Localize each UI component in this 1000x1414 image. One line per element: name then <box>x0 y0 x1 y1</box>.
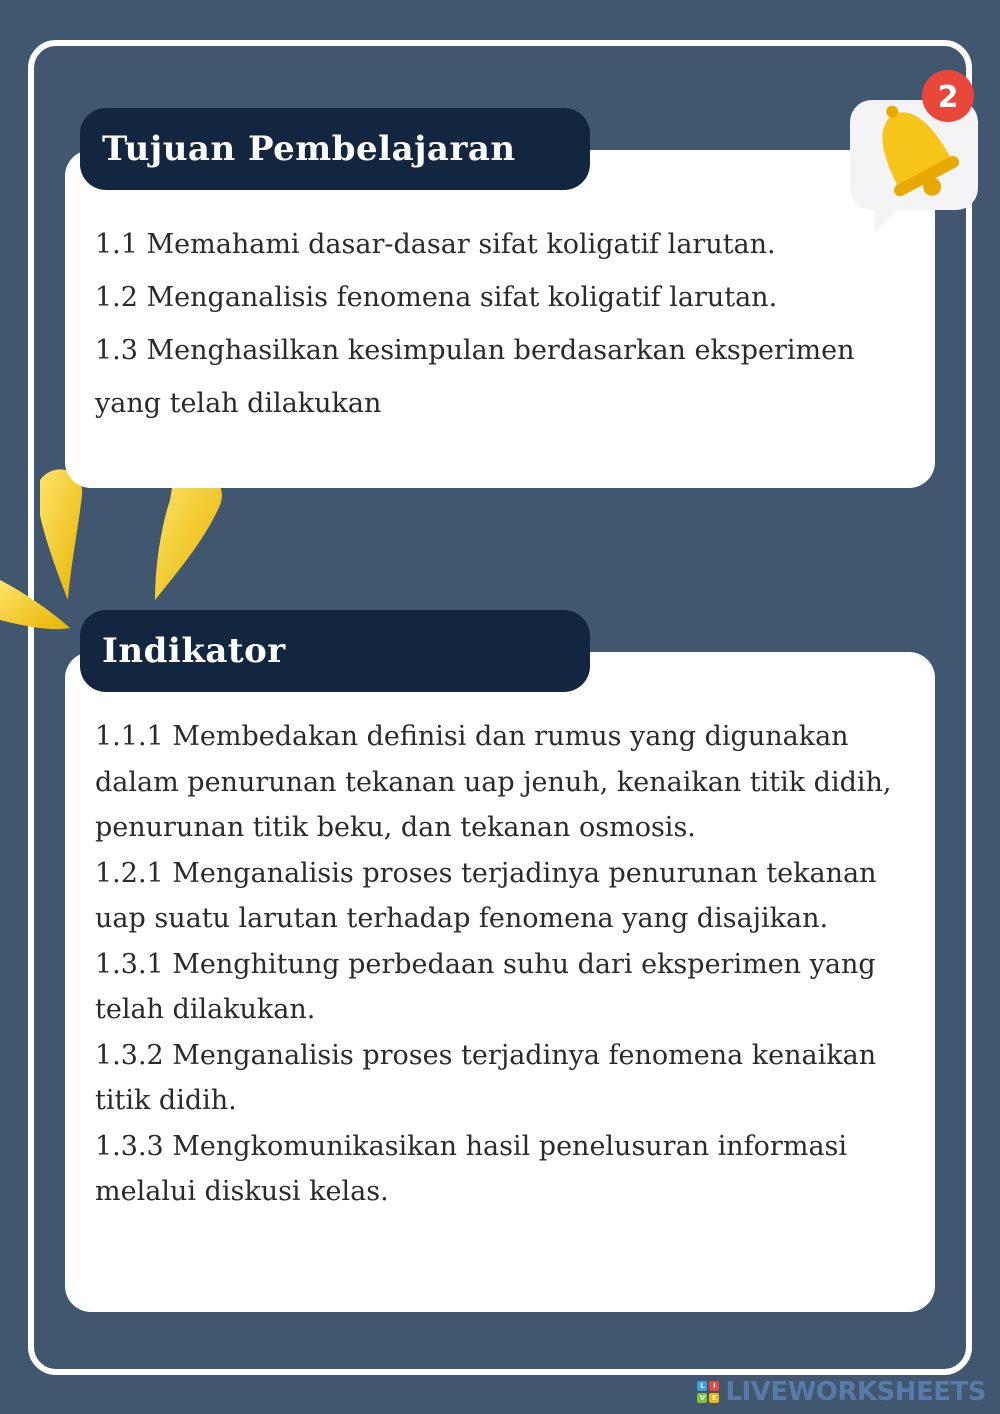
tujuan-item: 1.2 Menganalisis fenomena sifat koligatif larutan. <box>95 282 778 313</box>
bell-icon <box>835 60 985 240</box>
indikator-item: 1.3.1 Menghitung perbedaan suhu dari eksperimen yang telah dilakukan. <box>95 948 876 1025</box>
indikator-item: 1.3.3 Mengkomunikasikan hasil penelusuran informasi melalui diskusi kelas. <box>95 1130 848 1207</box>
indikator-item: 1.2.1 Menganalisis proses terjadinya penurunan tekanan uap suatu larutan terhadap fenomena yang disajikan. <box>95 857 877 934</box>
watermark-text: LIVEWORKSHEETS <box>725 1377 986 1407</box>
notification-badge: 2 <box>937 80 959 115</box>
indikator-item: 1.3.2 Menganalisis proses terjadinya fenomena kenaikan titik didih. <box>95 1039 877 1116</box>
indikator-item: 1.1.1 Membedakan definisi dan rumus yang digunakan dalam penurunan tekanan uap jenuh, kenaikan titik didih, penurunan titik beku, dan tekanan osmosis. <box>95 721 892 843</box>
tujuan-list <box>95 218 905 430</box>
tujuan-item: 1.1 Memahami dasar-dasar sifat koligatif larutan. <box>95 229 776 260</box>
indikator-list <box>95 714 905 1215</box>
tujuan-item: 1.3 Menghasilkan kesimpulan berdasarkan eksperimen yang telah dilakukan <box>95 335 855 419</box>
indikator-heading: Indikator <box>80 610 590 692</box>
liveworksheets-watermark[interactable] <box>697 1378 986 1406</box>
liveworksheets-logo-icon: L I V E <box>697 1381 719 1403</box>
tujuan-heading: Tujuan Pembelajaran <box>80 108 590 190</box>
